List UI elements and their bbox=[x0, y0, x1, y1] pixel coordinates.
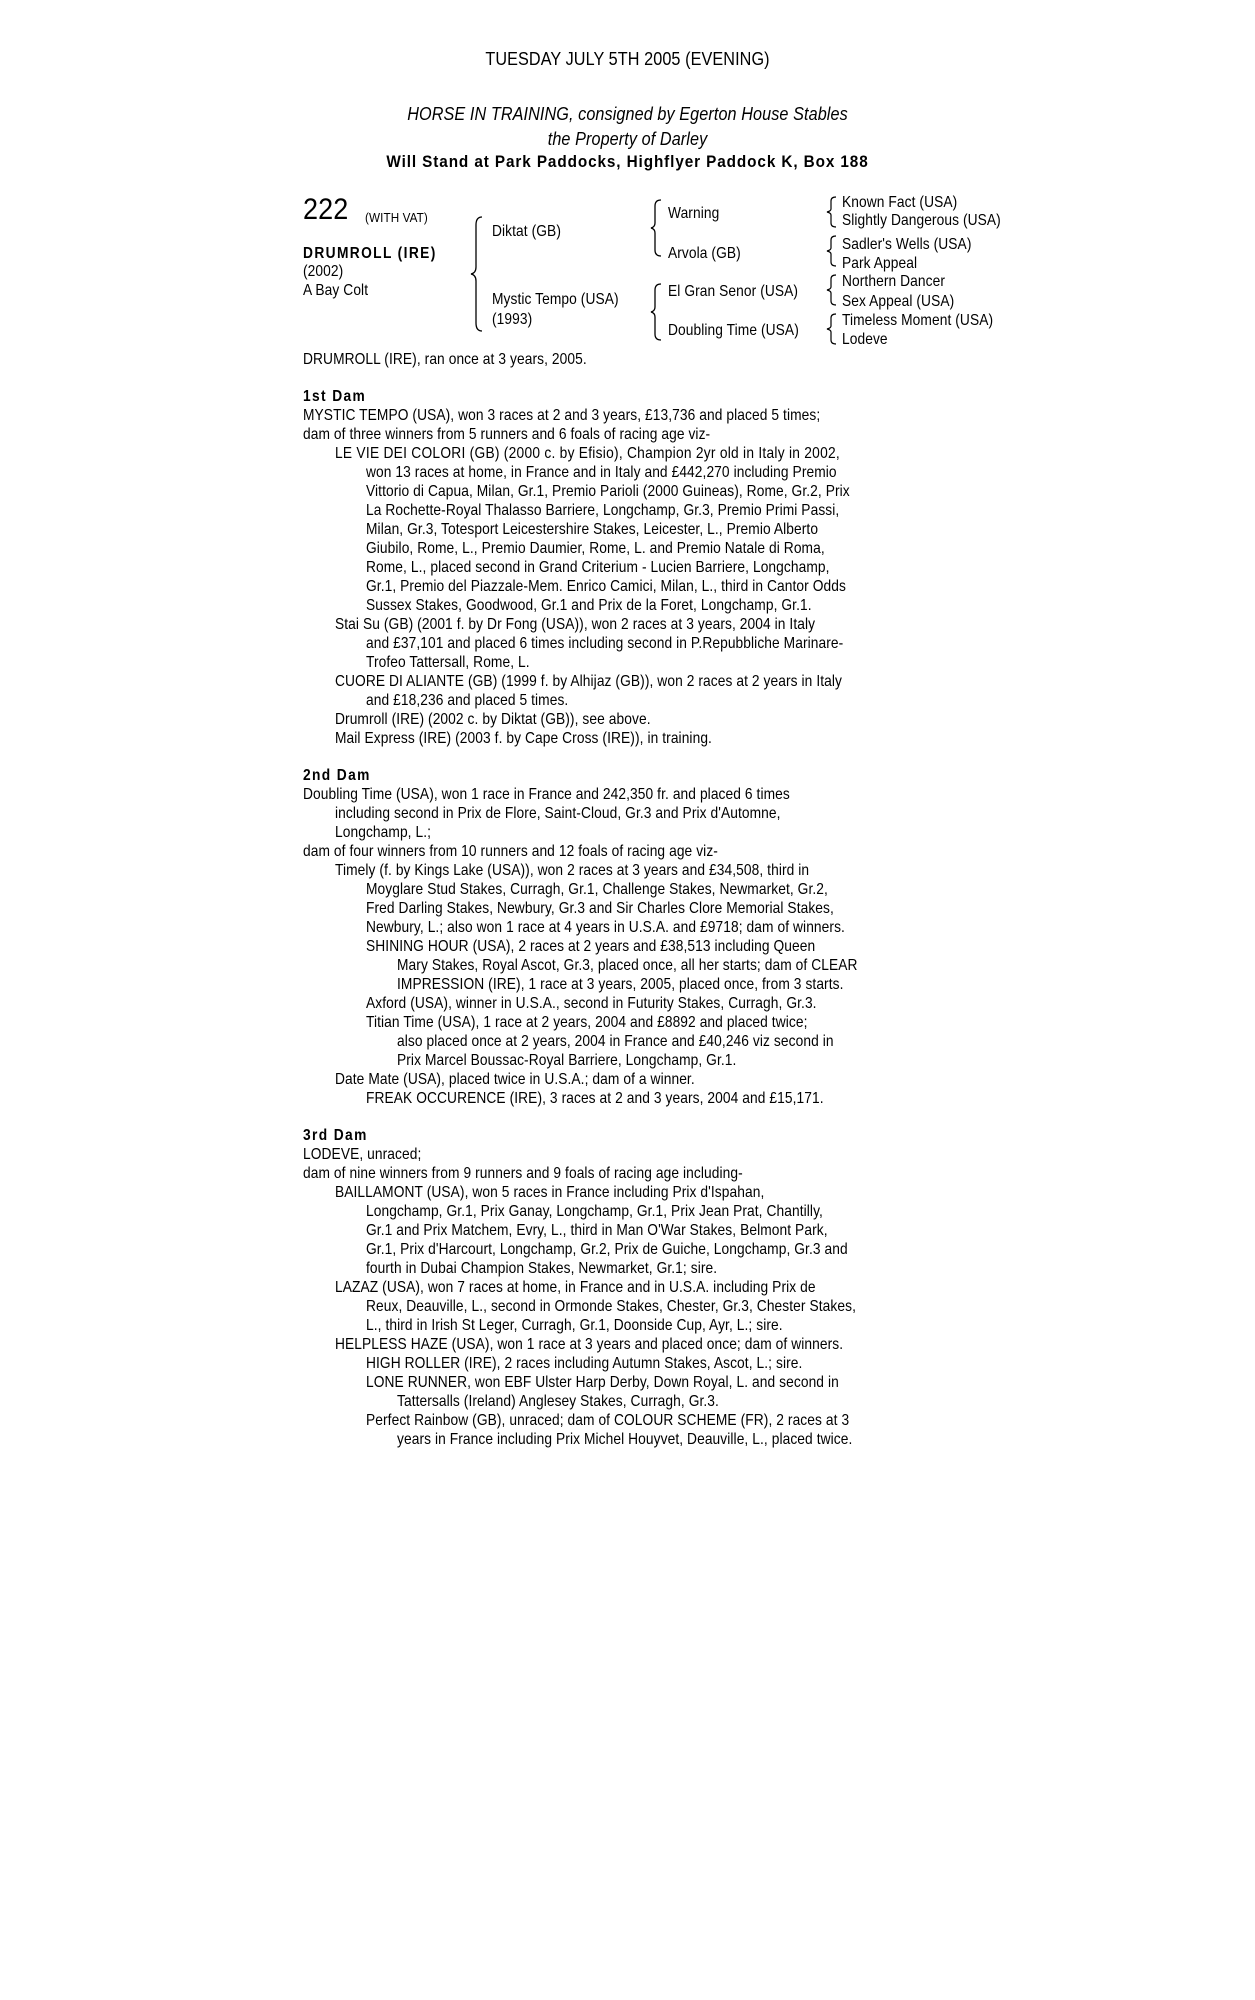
second-dam-line: Timely (f. by Kings Lake (USA)), won 2 races at 3 years and £34,508, third in bbox=[335, 862, 810, 879]
stand-line: Will Stand at Park Paddocks, Highflyer Paddock K, Box 188 bbox=[386, 152, 869, 171]
third-dam-line: L., third in Irish St Leger, Curragh, Gr.1, Doonside Cup, Ayr, L.; sire. bbox=[366, 1317, 783, 1334]
pedigree-dsd: Sex Appeal (USA) bbox=[842, 293, 955, 310]
second-dam-line: also placed once at 2 years, 2004 in France and £40,246 viz second in bbox=[397, 1033, 834, 1050]
first-dam-line: Giubilo, Rome, L., Premio Daumier, Rome, L. and Premio Natale di Roma, bbox=[366, 540, 825, 557]
second-dam-line: Longchamp, L.; bbox=[335, 824, 432, 841]
third-dam-line: LAZAZ (USA), won 7 races at home, in France and in U.S.A. including Prix de bbox=[335, 1279, 816, 1296]
pedigree-brace-3d bbox=[826, 313, 838, 345]
third-dam-line: Tattersalls (Ireland) Anglesey Stakes, Curragh, Gr.3. bbox=[397, 1393, 719, 1410]
first-dam-heading: 1st Dam bbox=[303, 388, 367, 405]
horse-description: A Bay Colt bbox=[303, 282, 369, 299]
third-dam-line: LODEVE, unraced; bbox=[303, 1146, 422, 1163]
horse-year: (2002) bbox=[303, 263, 344, 280]
second-dam-line: including second in Prix de Flore, Saint-Cloud, Gr.3 and Prix d'Automne, bbox=[335, 805, 781, 822]
second-dam-line: Titian Time (USA), 1 race at 2 years, 2004 and £8892 and placed twice; bbox=[366, 1014, 808, 1031]
second-dam-line: SHINING HOUR (USA), 2 races at 2 years and £38,513 including Queen bbox=[366, 938, 816, 955]
first-dam-line: Gr.1, Premio del Piazzale-Mem. Enrico Camici, Milan, L., third in Cantor Odds bbox=[366, 578, 846, 595]
second-dam-line: Mary Stakes, Royal Ascot, Gr.3, placed once, all her starts; dam of CLEAR bbox=[397, 957, 858, 974]
third-dam-line: fourth in Dubai Champion Stakes, Newmarket, Gr.1; sire. bbox=[366, 1260, 718, 1277]
first-dam-line: La Rochette-Royal Thalasso Barriere, Longchamp, Gr.3, Premio Primi Passi, bbox=[366, 502, 840, 519]
pedigree-brace-3c bbox=[826, 274, 838, 306]
second-dam-line: Prix Marcel Boussac-Royal Barriere, Longchamp, Gr.1. bbox=[397, 1052, 737, 1069]
pedigree-dam: Mystic Tempo (USA) bbox=[492, 291, 619, 308]
pedigree-dd: Doubling Time (USA) bbox=[668, 322, 799, 339]
third-dam-line: Reux, Deauville, L., second in Ormonde Stakes, Chester, Gr.3, Chester Stakes, bbox=[366, 1298, 856, 1315]
first-dam-line: Drumroll (IRE) (2002 c. by Diktat (GB)), see above. bbox=[335, 711, 651, 728]
third-dam-line: years in France including Prix Michel Houyvet, Deauville, L., placed twice. bbox=[397, 1431, 853, 1448]
third-dam-line: Gr.1, Prix d'Harcourt, Longchamp, Gr.2, Prix de Guiche, Longchamp, Gr.3 and bbox=[366, 1241, 848, 1258]
second-dam-heading: 2nd Dam bbox=[303, 767, 371, 784]
second-dam-line: Axford (USA), winner in U.S.A., second in Futurity Stakes, Curragh, Gr.3. bbox=[366, 995, 817, 1012]
third-dam-line: HIGH ROLLER (IRE), 2 races including Autumn Stakes, Ascot, L.; sire. bbox=[366, 1355, 803, 1372]
third-dam-line: HELPLESS HAZE (USA), won 1 race at 3 years and placed once; dam of winners. bbox=[335, 1336, 844, 1353]
property-line: the Property of Darley bbox=[547, 129, 708, 149]
first-dam-line: Milan, Gr.3, Totesport Leicestershire Stakes, Leicester, L., Premio Alberto bbox=[366, 521, 819, 538]
pedigree-sdd: Park Appeal bbox=[842, 255, 918, 272]
third-dam-line: Perfect Rainbow (GB), unraced; dam of COLOUR SCHEME (FR), 2 races at 3 bbox=[366, 1412, 850, 1429]
pedigree-sire: Diktat (GB) bbox=[492, 223, 561, 240]
third-dam-line: BAILLAMONT (USA), won 5 races in France including Prix d'Ispahan, bbox=[335, 1184, 765, 1201]
pedigree-ss: Warning bbox=[668, 205, 720, 222]
third-dam-line: dam of nine winners from 9 runners and 9 foals of racing age including- bbox=[303, 1165, 743, 1182]
second-dam-line: Date Mate (USA), placed twice in U.S.A.; dam of a winner. bbox=[335, 1071, 695, 1088]
pedigree-ds: El Gran Senor (USA) bbox=[668, 283, 799, 300]
pedigree-sds: Sadler's Wells (USA) bbox=[842, 236, 972, 253]
pedigree-sss: Known Fact (USA) bbox=[842, 194, 958, 211]
third-dam-line: Longchamp, Gr.1, Prix Ganay, Longchamp, Gr.1, Prix Jean Prat, Chantilly, bbox=[366, 1203, 823, 1220]
first-dam-line: Mail Express (IRE) (2003 f. by Cape Cross (IRE)), in training. bbox=[335, 730, 712, 747]
pedigree-dam-year: (1993) bbox=[492, 311, 533, 328]
race-summary: DRUMROLL (IRE), ran once at 3 years, 2005. bbox=[303, 351, 587, 368]
second-dam-line: dam of four winners from 10 runners and 12 foals of racing age viz- bbox=[303, 843, 718, 860]
first-dam-line: CUORE DI ALIANTE (GB) (1999 f. by Alhijaz (GB)), won 2 races at 2 years in Italy bbox=[335, 673, 842, 690]
pedigree-dss: Northern Dancer bbox=[842, 273, 946, 290]
pedigree-ddd: Lodeve bbox=[842, 331, 888, 348]
horse-name: DRUMROLL (IRE) bbox=[303, 245, 437, 262]
first-dam-line: dam of three winners from 5 runners and 6 foals of racing age viz- bbox=[303, 426, 711, 443]
first-dam-line: and £18,236 and placed 5 times. bbox=[366, 692, 569, 709]
first-dam-line: MYSTIC TEMPO (USA), won 3 races at 2 and 3 years, £13,736 and placed 5 times; bbox=[303, 407, 821, 424]
lot-heading bbox=[303, 193, 428, 226]
second-dam-line: Fred Darling Stakes, Newbury, Gr.3 and Sir Charles Clore Memorial Stakes, bbox=[366, 900, 834, 917]
first-dam-line: and £37,101 and placed 6 times including second in P.Repubbliche Marinare- bbox=[366, 635, 844, 652]
pedigree-ssd: Slightly Dangerous (USA) bbox=[842, 212, 1001, 229]
first-dam-line: Trofeo Tattersall, Rome, L. bbox=[366, 654, 530, 671]
pedigree-brace-2b bbox=[650, 282, 664, 342]
third-dam-line: LONE RUNNER, won EBF Ulster Harp Derby, Down Royal, L. and second in bbox=[366, 1374, 839, 1391]
first-dam-line: won 13 races at home, in France and in Italy and £442,270 including Premio bbox=[366, 464, 837, 481]
sale-date: TUESDAY JULY 5TH 2005 (EVENING) bbox=[485, 49, 770, 69]
first-dam-line: Rome, L., placed second in Grand Criterium - Lucien Barriere, Longchamp, bbox=[366, 559, 830, 576]
first-dam-line: Vittorio di Capua, Milan, Gr.1, Premio Parioli (2000 Guineas), Rome, Gr.2, Prix bbox=[366, 483, 850, 500]
second-dam-line: FREAK OCCURENCE (IRE), 3 races at 2 and 3 years, 2004 and £15,171. bbox=[366, 1090, 824, 1107]
pedigree-dds: Timeless Moment (USA) bbox=[842, 312, 994, 329]
first-dam-line: Stai Su (GB) (2001 f. by Dr Fong (USA)), won 2 races at 3 years, 2004 in Italy bbox=[335, 616, 816, 633]
first-dam-line: LE VIE DEI COLORI (GB) (2000 c. by Efisio), Champion 2yr old in Italy in 2002, bbox=[335, 445, 840, 462]
second-dam-line: IMPRESSION (IRE), 1 race at 3 years, 2005, placed once, from 3 starts. bbox=[397, 976, 844, 993]
second-dam-line: Newbury, L.; also won 1 race at 4 years in U.S.A. and £9718; dam of winners. bbox=[366, 919, 845, 936]
third-dam-line: Gr.1 and Prix Matchem, Evry, L., third in Man O'War Stakes, Belmont Park, bbox=[366, 1222, 828, 1239]
pedigree-sd: Arvola (GB) bbox=[668, 245, 741, 262]
pedigree-brace-3b bbox=[826, 235, 838, 267]
second-dam-line: Moyglare Stud Stakes, Curragh, Gr.1, Challenge Stakes, Newmarket, Gr.2, bbox=[366, 881, 828, 898]
first-dam-line: Sussex Stakes, Goodwood, Gr.1 and Prix de la Foret, Longchamp, Gr.1. bbox=[366, 597, 812, 614]
second-dam-line: Doubling Time (USA), won 1 race in France and 242,350 fr. and placed 6 times bbox=[303, 786, 790, 803]
pedigree-brace-1 bbox=[470, 215, 486, 333]
lot-number: 222 bbox=[303, 193, 349, 226]
pedigree-brace-3a bbox=[826, 196, 838, 228]
third-dam-heading: 3rd Dam bbox=[303, 1127, 368, 1144]
pedigree-brace-2a bbox=[650, 198, 664, 258]
vat-note: (WITH VAT) bbox=[365, 210, 428, 225]
consignment-line: HORSE IN TRAINING, consigned by Egerton House Stables bbox=[407, 104, 848, 124]
